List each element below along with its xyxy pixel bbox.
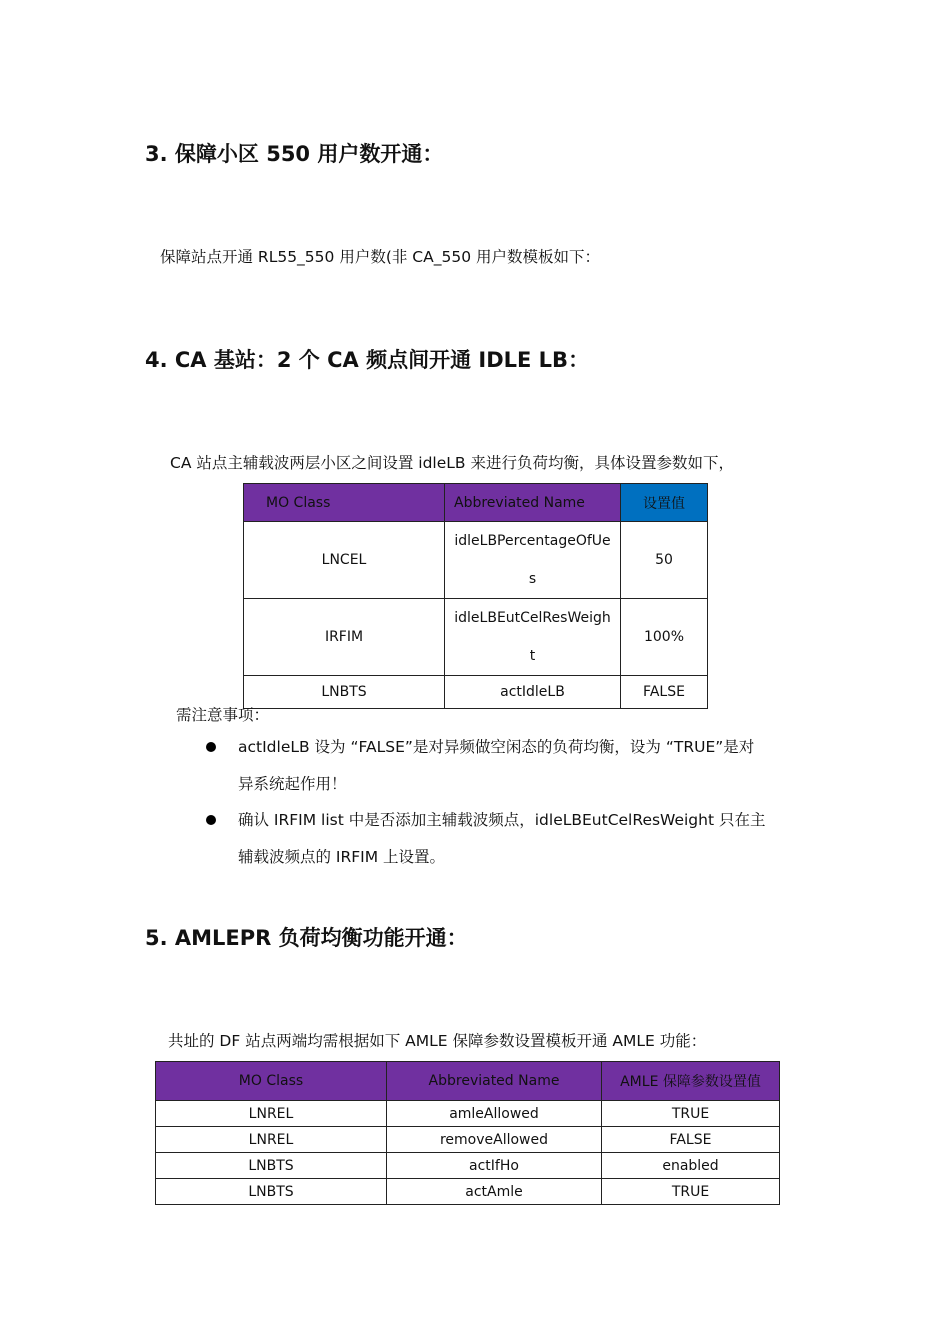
note-title: 需注意事项： [176, 706, 270, 724]
table-row [156, 1101, 780, 1127]
section-3-text: 保障站点开通 RL55_550 用户数(非 CA_550 用户数模板如下： [160, 248, 600, 266]
table-header-row [156, 1062, 780, 1101]
table-cell: FALSE [621, 676, 708, 709]
section-5-intro: 共址的 DF 站点两端均需根据如下 AMLE 保障参数设置模板开通 AMLE 功能： [168, 1032, 707, 1050]
cell-text: idleLBEutCelResWeight [454, 610, 611, 664]
table-row [244, 676, 708, 709]
idle-lb-table [243, 483, 708, 709]
table-cell: TRUE [602, 1179, 780, 1205]
table-row [244, 522, 708, 599]
column-header: AMLE 保障参数设置值 [602, 1062, 780, 1101]
table-cell: amleAllowed [387, 1101, 602, 1127]
column-header: Abbreviated Name [387, 1062, 602, 1101]
section-5-heading: 5. AMLEPR 负荷均衡功能开通： [145, 926, 468, 950]
bullet-2-line-2: 辅载波频点的 IRFIM 上设置。 [238, 848, 446, 866]
column-header: MO Class [244, 484, 445, 522]
table-cell: removeAllowed [387, 1127, 602, 1153]
table-cell: FALSE [602, 1127, 780, 1153]
table-cell: actIdleLB [445, 676, 621, 709]
table-cell: TRUE [602, 1101, 780, 1127]
table-row [244, 599, 708, 676]
bullet-icon [206, 815, 216, 825]
table-cell [445, 599, 621, 676]
section-3-heading: 3. 保障小区 550 用户数开通： [145, 142, 444, 166]
table-cell: 100% [621, 599, 708, 676]
table-cell: actAmle [387, 1179, 602, 1205]
column-header: Abbreviated Name [445, 484, 621, 522]
amle-table [155, 1061, 780, 1205]
cell-text: idleLBPercentageOfUes [454, 533, 611, 587]
bullet-icon [206, 742, 216, 752]
table-row [156, 1127, 780, 1153]
bullet-1-line-2: 异系统起作用！ [238, 775, 347, 793]
table-row [156, 1179, 780, 1205]
table-cell: 50 [621, 522, 708, 599]
table-cell: LNREL [156, 1101, 387, 1127]
column-header: MO Class [156, 1062, 387, 1101]
table-cell: LNBTS [244, 676, 445, 709]
column-header: 设置值 [621, 484, 708, 522]
bullet-2-line-1: 确认 IRFIM list 中是否添加主辅载波频点，idleLBEutCelResWeight 只在主 [238, 811, 766, 829]
table-cell: enabled [602, 1153, 780, 1179]
table-cell: LNREL [156, 1127, 387, 1153]
table-cell: LNCEL [244, 522, 445, 599]
table-cell [445, 522, 621, 599]
table-header-row [244, 484, 708, 522]
table-cell: actIfHo [387, 1153, 602, 1179]
bullet-1-line-1: actIdleLB 设为 “FALSE”是对异频做空闲态的负荷均衡，设为 “TRUE”是对 [238, 738, 755, 756]
table-cell: LNBTS [156, 1153, 387, 1179]
table-row [156, 1153, 780, 1179]
section-4-heading: 4. CA 基站：2 个 CA 频点间开通 IDLE LB： [145, 348, 590, 372]
table-cell: LNBTS [156, 1179, 387, 1205]
section-4-intro: CA 站点主辅载波两层小区之间设置 idleLB 来进行负荷均衡，具体设置参数如下， [170, 454, 734, 472]
table-cell: IRFIM [244, 599, 445, 676]
